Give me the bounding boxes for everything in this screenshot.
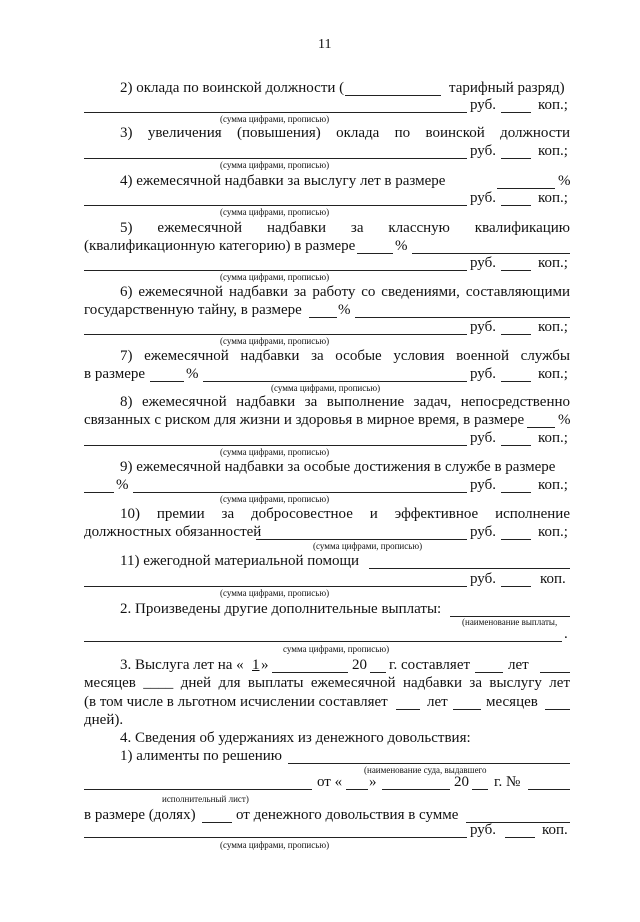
- item-2-suffix: тарифный разряд): [449, 80, 565, 96]
- item-9-percent: %: [116, 477, 129, 493]
- section-2-caption-1: (наименование выплаты,: [462, 617, 558, 627]
- section-2-period: .: [564, 626, 568, 642]
- item-7-kop-blank: [501, 381, 531, 382]
- item-7-caption: (сумма цифрами, прописью): [271, 383, 381, 393]
- ot-close: »: [369, 774, 377, 790]
- item-4-percent: %: [558, 173, 571, 189]
- item-8-kop-blank: [501, 445, 531, 446]
- section-3-day: 1: [252, 657, 260, 673]
- section-3-b: »: [261, 657, 269, 673]
- section-3-pref-days-blank: [545, 709, 570, 710]
- item-8-amount-blank: [84, 445, 467, 446]
- section-2-amount-blank: [84, 641, 562, 642]
- item-6-rub: руб.: [470, 319, 496, 335]
- item-9-label: 9) ежемесячной надбавки за особые достижения в службе в размере: [120, 459, 556, 475]
- g-number: г. №: [494, 774, 521, 790]
- item-8-rub: руб.: [470, 430, 496, 446]
- item-10-kop: коп.;: [538, 524, 568, 540]
- item-2-label: 2) оклада по воинской должности (: [120, 80, 345, 96]
- section-3-year-prefix: 20: [352, 657, 367, 673]
- ot-open: от «: [317, 774, 343, 790]
- alimony-kop: коп.: [542, 822, 568, 838]
- section-3-years-blank: [475, 672, 503, 673]
- item-2-caption: (сумма цифрами, прописью): [220, 114, 330, 124]
- item-9-percent-blank: [84, 492, 114, 493]
- alimony-court-blank: [288, 763, 570, 764]
- item-11-rub: руб.: [470, 571, 496, 587]
- item-7-percent-blank: [150, 381, 184, 382]
- item-7-label-line2: в размере: [84, 366, 146, 382]
- item-4-rub: руб.: [470, 190, 496, 206]
- section-3-pref-years-blank: [396, 709, 420, 710]
- item-7-percent: %: [186, 366, 199, 382]
- item-10-rub: руб.: [470, 524, 496, 540]
- section-3-a: 3. Выслуга лет на «: [120, 657, 244, 673]
- section-3-let: лет: [508, 657, 529, 673]
- item-2-amount-blank: [84, 112, 467, 113]
- item-9-caption: (сумма цифрами, прописью): [220, 494, 330, 504]
- item-4-label: 4) ежемесячной надбавки за выслугу лет в размере: [120, 173, 446, 189]
- item-7-label: 7) ежемесячной надбавки за особые условия военной службы: [120, 348, 570, 364]
- section-3-line3: (в том числе в льготном исчислении составляет: [84, 694, 388, 710]
- item-6-kop: коп.;: [538, 319, 568, 335]
- section-3-pref-months-blank: [453, 709, 481, 710]
- item-6-caption: (сумма цифрами, прописью): [220, 336, 330, 346]
- page-number: 11: [318, 37, 332, 52]
- item-8-percent: %: [558, 412, 571, 428]
- item-5-kop: коп.;: [538, 255, 568, 271]
- item-2-rank-blank: [345, 95, 441, 96]
- item-9-rub: руб.: [470, 477, 496, 493]
- item-2-kop: коп.;: [538, 97, 568, 113]
- item-11-kop-blank: [501, 586, 531, 587]
- item-2-kop-blank: [501, 112, 531, 113]
- section-2-caption-2: сумма цифрами, прописью): [283, 644, 390, 654]
- item-5-label-line2: (квалификационную категорию) в размере: [84, 238, 356, 254]
- item-6-amount-blank: [84, 334, 467, 335]
- item-4-amount-blank: [84, 205, 467, 206]
- ispolnitelnyi-list-caption: исполнительный лист): [162, 794, 249, 804]
- item-5-percent-blank: [357, 253, 393, 254]
- section-4-title: 4. Сведения об удержаниях из денежного довольствия:: [120, 730, 471, 746]
- item-5-percent: %: [395, 238, 408, 254]
- item-4-kop-blank: [501, 205, 531, 206]
- item-4-caption: (сумма цифрами, прописью): [220, 207, 330, 217]
- item-11-caption: (сумма цифрами, прописью): [220, 588, 330, 598]
- item-11-amount-blank: [84, 586, 467, 587]
- section-3-year-blank: [370, 672, 386, 673]
- item-10-label: 10) премии за добросовестное и эффективное исполнение: [120, 506, 570, 522]
- item-8-percent-blank: [527, 427, 555, 428]
- court-name-blank: [84, 789, 312, 790]
- item-5-amount-blank: [84, 270, 467, 271]
- item-6-label: 6) ежемесячной надбавки за работу со сведениями, составляющими: [120, 284, 570, 300]
- ot-day-blank: [346, 789, 368, 790]
- section-3-pref-mesyacev: месяцев: [486, 694, 538, 710]
- court-caption: (наименование суда, выдавшего: [364, 765, 487, 775]
- section-3-month-blank: [272, 672, 348, 673]
- item-3-kop: коп.;: [538, 143, 568, 159]
- summe-label: от денежного довольствия в сумме: [236, 807, 459, 823]
- section-3-line2: месяцев ____ дней для выплаты ежемесячной надбавки за выслугу лет: [84, 675, 570, 691]
- item-8-label-line2: связанных с риском для жизни и здоровья в мирное время, в размере: [84, 412, 525, 428]
- ot-year-blank: [472, 789, 488, 790]
- item-7-kop: коп.;: [538, 366, 568, 382]
- item-10-amount-blank: [256, 539, 467, 540]
- item-6-percent: %: [338, 302, 351, 318]
- item-10-kop-blank: [501, 539, 531, 540]
- item-5-text-blank: [412, 253, 570, 254]
- ot-year-prefix: 20: [454, 774, 469, 790]
- razmer-dolya-blank: [202, 822, 232, 823]
- item-6-label-line2: государственную тайну, в размере: [84, 302, 302, 318]
- item-6-percent-blank: [309, 317, 337, 318]
- section-3-pref-let: лет: [427, 694, 448, 710]
- section-3-line4: дней).: [84, 712, 124, 728]
- alimony-label: 1) алименты по решению: [120, 748, 283, 764]
- item-5-caption: (сумма цифрами, прописью): [220, 272, 330, 282]
- item-3-kop-blank: [501, 158, 531, 159]
- item-5-kop-blank: [501, 270, 531, 271]
- item-8-caption: (сумма цифрами, прописью): [220, 447, 330, 457]
- item-2-rub: руб.: [470, 97, 496, 113]
- ot-month-blank: [382, 789, 450, 790]
- alimony-kop-blank: [505, 837, 535, 838]
- item-10-label-line2: должностных обязанностей: [84, 524, 262, 540]
- item-8-label: 8) ежемесячной надбавки за выполнение задач, непосредственно: [120, 394, 570, 410]
- item-9-kop: коп.;: [538, 477, 568, 493]
- alimony-caption: (сумма цифрами, прописью): [220, 840, 330, 850]
- item-3-caption: (сумма цифрами, прописью): [220, 160, 330, 170]
- section-2-text: 2. Произведены другие дополнительные выплаты:: [120, 601, 442, 617]
- item-3-amount-blank: [84, 158, 467, 159]
- item-6-text-blank: [355, 317, 570, 318]
- section-3-g: г. составляет: [389, 657, 471, 673]
- item-11-kop: коп.: [540, 571, 566, 587]
- item-7-rub: руб.: [470, 366, 496, 382]
- item-5-label: 5) ежемесячной надбавки за классную квалификацию: [120, 220, 570, 236]
- item-3-rub: руб.: [470, 143, 496, 159]
- item-6-kop-blank: [501, 334, 531, 335]
- item-9-amount-blank: [133, 492, 467, 493]
- razmer-label: в размере (долях): [84, 807, 196, 823]
- item-11-label: 11) ежегодной материальной помощи: [120, 553, 360, 569]
- item-8-kop: коп.;: [538, 430, 568, 446]
- item-10-caption: (сумма цифрами, прописью): [313, 541, 423, 551]
- item-7-amount-blank: [203, 381, 467, 382]
- alimony-amount-blank: [84, 837, 467, 838]
- item-4-percent-blank: [497, 188, 555, 189]
- item-4-kop: коп.;: [538, 190, 568, 206]
- item-3-label: 3) увеличения (повышения) оклада по воинской должности: [120, 125, 570, 141]
- item-5-rub: руб.: [470, 255, 496, 271]
- number-blank: [528, 789, 570, 790]
- alimony-rub: руб.: [470, 822, 496, 838]
- item-9-kop-blank: [501, 492, 531, 493]
- section-3-months-blank: [540, 672, 570, 673]
- item-11-text-blank: [369, 568, 570, 569]
